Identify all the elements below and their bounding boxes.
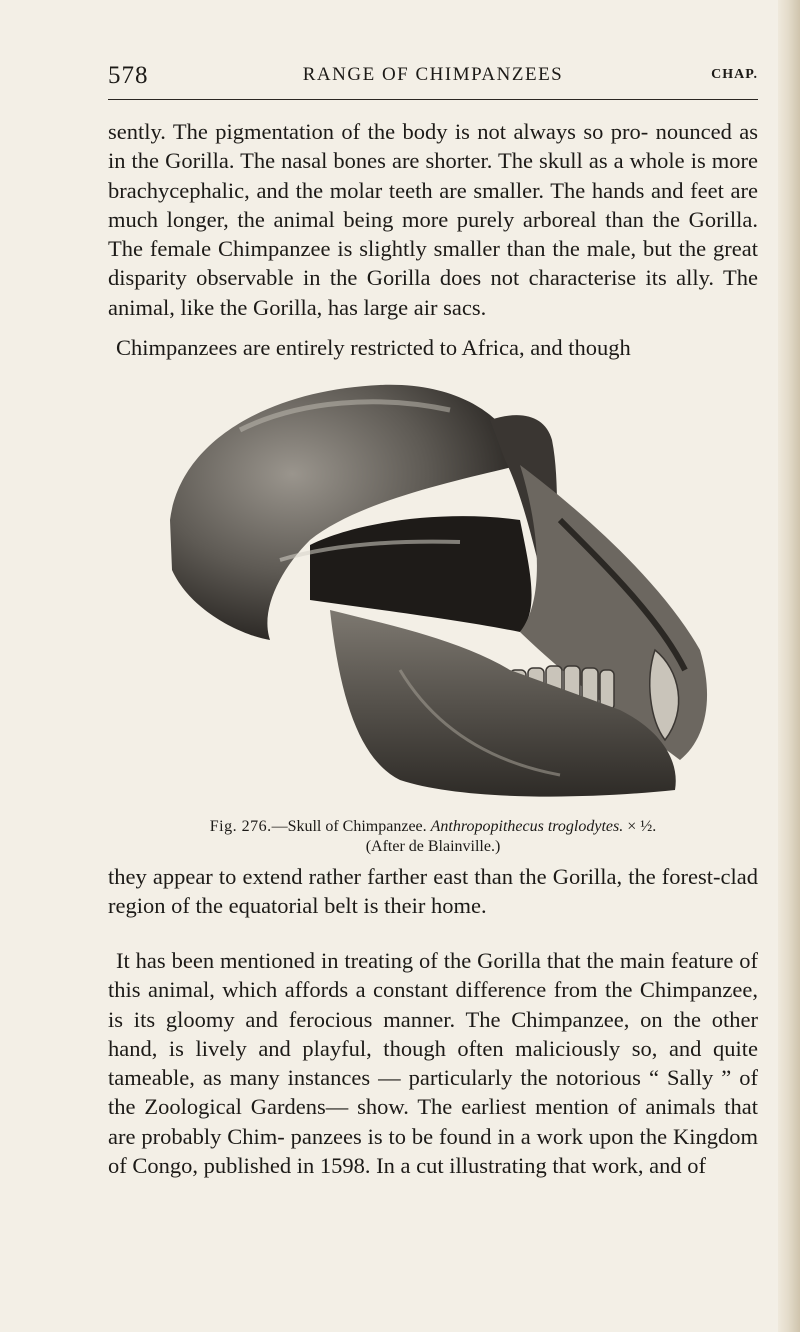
figure-label: Fig. 276.	[209, 818, 272, 835]
page-edge-shadow	[778, 0, 800, 1332]
page-header	[108, 62, 758, 92]
paragraph-3: It has been mentioned in treating of the Gorilla that the main feature of this animal, which affords a constant difference from the Chimpanzee, is its gloomy and ferocious manner. The Chimpanzee, on the other hand, is lively and playful, though often maliciously so, and quite tameable, as many instances — particularly the notorious “ Sally ” of the Zoological Gardens— show. The earliest mention of animals that are probably Chim- panzees is to be found in a work upon the Kingdom of Congo, published in 1598. In a cut illustrating that work, and of	[108, 948, 758, 1179]
figure-caption	[108, 817, 758, 837]
figure-species: Anthropopithecus troglodytes.	[430, 818, 624, 835]
paragraph-1-continued: Chimpanzees are entirely restricted to Africa, and though	[116, 335, 631, 360]
figure-scale: × ½.	[627, 818, 657, 835]
figure-attribution: (After de Blainville.)	[365, 838, 501, 855]
chapter-label: CHAP.	[711, 67, 758, 82]
header-rule	[108, 99, 758, 100]
running-title: RANGE OF CHIMPANZEES	[302, 64, 564, 85]
figure-caption-text: —Skull of Chimpanzee.	[271, 818, 427, 835]
paragraph-1: sently. The pigmentation of the body is not always so pro- nounced as in the Gorilla. The nasal bones are shorter. The skull as a whole is more brachycephalic, and the molar teeth are smaller. The hands and feet are much longer, the animal being more purely arboreal than the Gorilla. The female Chimpanzee is slightly smaller than the male, but the great disparity observable in the Gorilla does not characterise its ally. The animal, like the Gorilla, has large air sacs.	[108, 119, 758, 320]
paragraph-2: they appear to extend rather farther east than the Gorilla, the forest-clad region of the equatorial belt is their home.	[108, 864, 758, 919]
chimpanzee-skull-illustration	[160, 370, 720, 815]
page-number: 578	[108, 62, 149, 89]
